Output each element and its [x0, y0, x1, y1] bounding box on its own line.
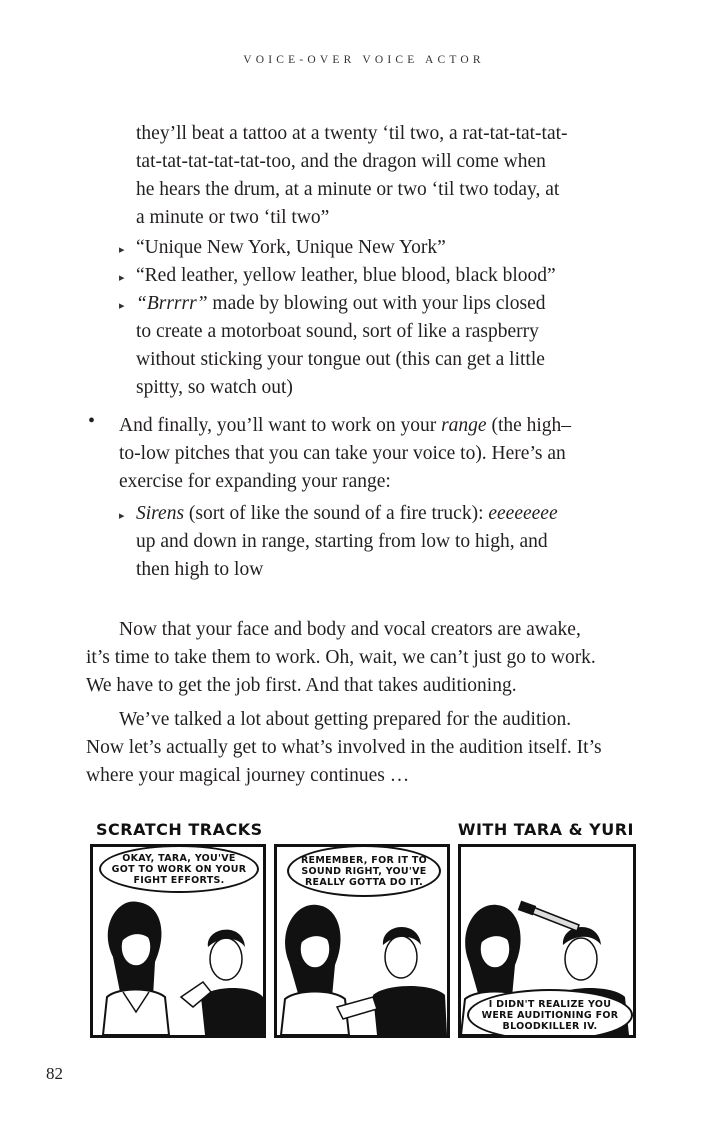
sub-bullet-rest: made by blowing out with your lips closed [207, 293, 546, 314]
sub-bullet-text: “Unique New York, Unique New York” [136, 237, 446, 258]
page-number: 82 [46, 1064, 63, 1083]
sub-bullet-text [136, 500, 558, 528]
text-line: to create a motorboat sound, sort of like a raspberry [136, 321, 539, 342]
sirens-mid: (sort of like the sound of a fire truck): [184, 503, 489, 524]
paragraph-line: it’s time to take them to work. Oh, wait, we can’t just go to work. [86, 647, 596, 668]
speech-bubble-1: OKAY, TARA, YOU'VE GOT TO WORK ON YOUR FIGHT EFFORTS. [99, 845, 259, 893]
bullet-text [119, 412, 571, 440]
comic-title-right: WITH TARA & YURI [457, 820, 634, 839]
text-line: up and down in range, starting from low to high, and [136, 531, 548, 552]
italic-term: range [441, 415, 487, 436]
speech-bubble-2: REMEMBER, FOR IT TO SOUND RIGHT, YOU'VE REALLY GOTTA DO IT. [287, 845, 441, 897]
text-line: spitty, so watch out) [136, 377, 293, 398]
text-line: he hears the drum, at a minute or two ‘til two today, at [136, 179, 560, 200]
speech-bubble-3: I DIDN'T REALIZE YOU WERE AUDITIONING FOR BLOODKILLER IV. [467, 989, 633, 1038]
triangle-bullet-icon: ▸ [119, 272, 125, 284]
italic-term: “Brrrrr” [136, 293, 208, 314]
bullet-icon: • [88, 410, 96, 432]
bullet-pre: And finally, you’ll want to work on your [119, 415, 442, 436]
running-head: VOICE-OVER VOICE ACTOR [243, 54, 485, 66]
italic-term: Sirens [136, 503, 185, 524]
text-line: a minute or two ‘til two” [136, 207, 330, 228]
text-line: without sticking your tongue out (this can get a little [136, 349, 545, 370]
paragraph-line: Now let’s actually get to what’s involved in the audition itself. It’s [86, 737, 602, 758]
comic-panel-1 [90, 844, 266, 1038]
text-line: they’ll beat a tattoo at a twenty ‘til two, a rat-tat-tat-tat- [136, 123, 568, 144]
triangle-bullet-icon: ▸ [119, 510, 125, 522]
bullet-post: (the high– [486, 415, 572, 436]
triangle-bullet-icon: ▸ [119, 300, 125, 312]
comic-panel-2 [274, 844, 450, 1038]
text-line: then high to low [136, 559, 264, 580]
italic-term: eeeeeeee [488, 503, 558, 524]
comic-panel-3 [458, 844, 636, 1038]
text-line: to-low pitches that you can take your voice to). Here’s an [119, 443, 566, 464]
paragraph-line: We have to get the job first. And that takes auditioning. [86, 675, 517, 696]
comic-strip [86, 816, 640, 1038]
comic-title-left: SCRATCH TRACKS [96, 820, 263, 839]
sub-bullet-text [136, 290, 546, 318]
paragraph-line: where your magical journey continues … [86, 765, 410, 786]
text-line: exercise for expanding your range: [119, 471, 391, 492]
triangle-bullet-icon: ▸ [119, 244, 125, 256]
paragraph-line: Now that your face and body and vocal creators are awake, [119, 619, 581, 640]
paragraph-line: We’ve talked a lot about getting prepared for the audition. [119, 709, 572, 730]
sub-bullet-text: “Red leather, yellow leather, blue blood, black blood” [136, 265, 556, 286]
text-line: tat-tat-tat-tat-tat-too, and the dragon will come when [136, 151, 546, 172]
